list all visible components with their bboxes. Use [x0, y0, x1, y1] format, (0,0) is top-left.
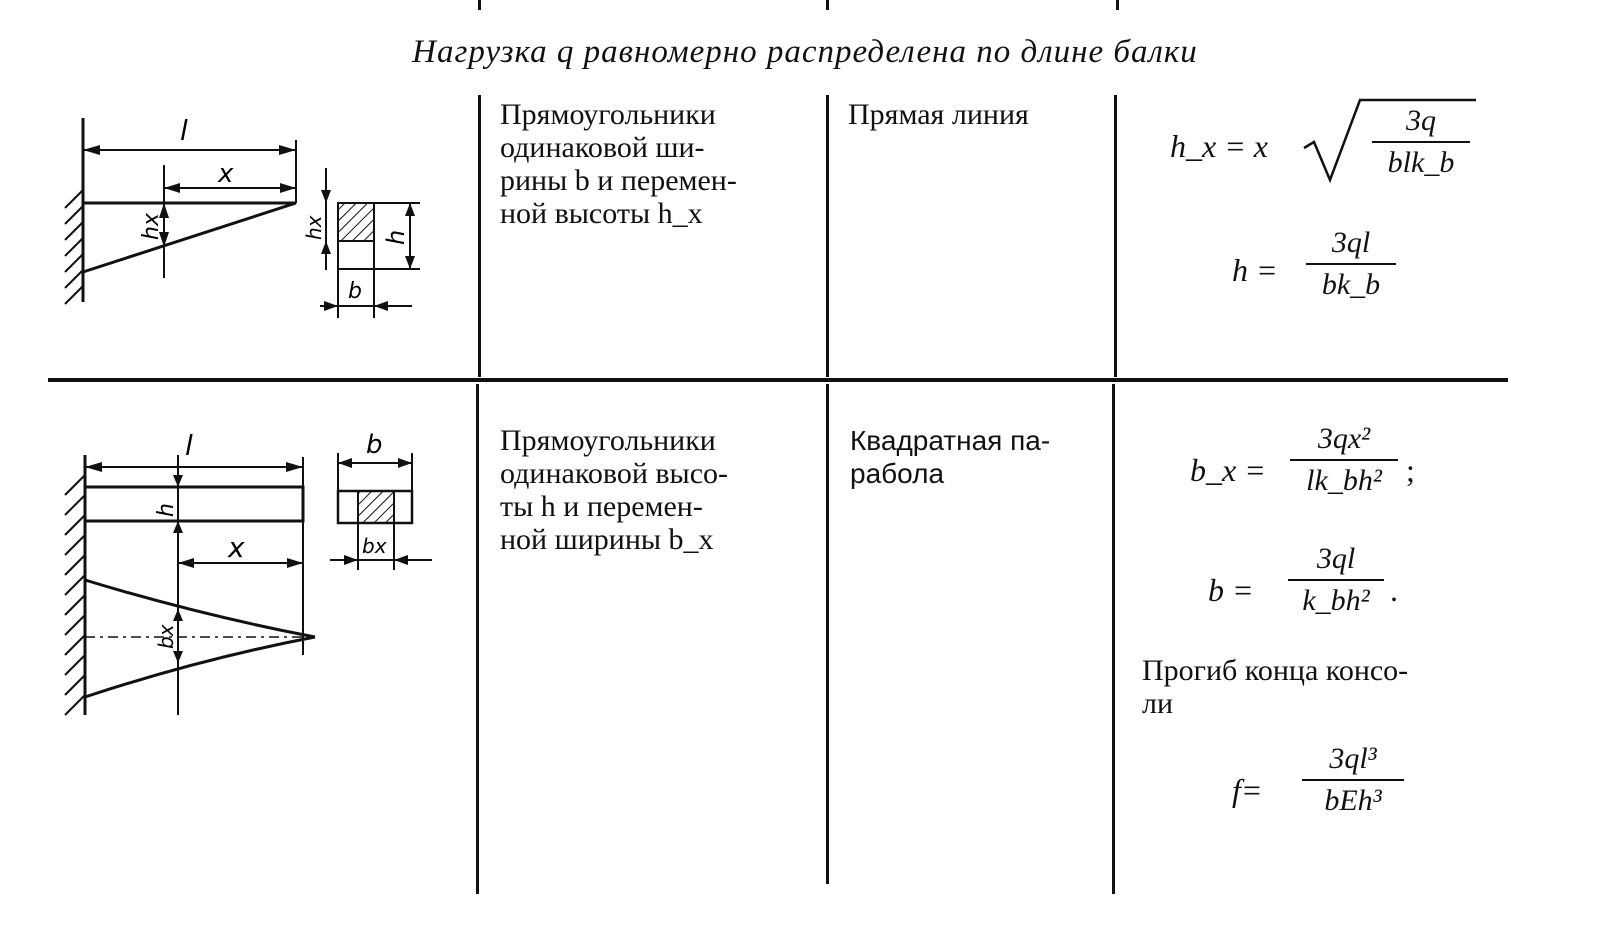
label-hx-section: hx — [302, 215, 326, 240]
section-type-1-line-2: одинаковой ши- — [500, 131, 705, 164]
label-l: l — [180, 114, 188, 147]
section-type-2-line-4: ной ширины b_x — [500, 523, 714, 556]
formula-bx-num: 3qx² — [1317, 422, 1371, 455]
formula-bx-lhs: b_x = — [1190, 452, 1266, 488]
formula-f-den: bEh³ — [1324, 784, 1382, 817]
column-divider-3b — [1112, 384, 1115, 894]
formula-b-tail: . — [1390, 572, 1398, 608]
formula-f-fraction — [1302, 742, 1404, 818]
profile-2-line-1: Квадратная па- — [850, 425, 1051, 456]
label-x: x — [218, 159, 234, 189]
section-type-2-line-1: Прямоугольники — [500, 424, 716, 457]
section-type-2 — [500, 424, 800, 556]
section-type-1-line-4: ной высоты h_x — [500, 197, 703, 230]
formula-f-num: 3ql³ — [1329, 742, 1377, 775]
label-b: b — [348, 279, 362, 304]
section-type-1-line-1: Прямоугольники — [500, 98, 716, 131]
profile-1: Прямая линия — [848, 98, 1029, 131]
section-type-1-line-3: рины b и перемен- — [500, 164, 737, 197]
row-divider — [48, 378, 1508, 382]
formula-h-den: bk_b — [1321, 268, 1381, 301]
formula-b-den: k_bh² — [1302, 584, 1370, 617]
label-h-2: h — [154, 503, 179, 517]
column-divider-1 — [478, 95, 481, 377]
formula-hx-fraction — [1372, 104, 1470, 180]
formula-bx-tail: ; — [1406, 452, 1415, 488]
deflection-note-line-1: Прогиб конца консо- — [1142, 654, 1409, 687]
formula-h-num: 3ql — [1331, 226, 1371, 259]
formula-f-lhs: f= — [1232, 772, 1263, 808]
column-divider-2b — [826, 384, 829, 884]
section-type-2-line-3: ты h и перемен- — [500, 490, 703, 523]
label-b-2: b — [366, 430, 383, 460]
formula-b-fraction — [1288, 542, 1384, 618]
top-divider-3 — [1116, 0, 1119, 10]
label-l-2: l — [185, 429, 193, 462]
formula-b-num: 3ql — [1316, 542, 1356, 575]
beam-diagram-variable-height — [40, 100, 470, 330]
profile-2-line-2: рабола — [850, 458, 945, 489]
deflection-note-line-2: ли — [1142, 687, 1174, 720]
section-type-2-line-2: одинаковой высо- — [500, 457, 729, 490]
column-divider-3 — [1114, 95, 1117, 377]
top-divider-1 — [478, 0, 481, 10]
label-x-2: x — [228, 531, 245, 564]
formula-hx-num: 3q — [1406, 104, 1436, 137]
formula-h-lhs: h = — [1232, 252, 1278, 288]
label-bx-section: bx — [362, 534, 387, 558]
formula-bx-den: lk_bh² — [1306, 464, 1382, 497]
formula-b-lhs: b = — [1208, 572, 1254, 608]
load-caption: Нагрузка q равномерно распределена по длине балки — [412, 34, 1198, 70]
label-h: h — [382, 229, 410, 245]
formula-hx-lhs: h_x = x — [1170, 128, 1268, 164]
top-divider-2 — [826, 0, 829, 10]
formula-bx-fraction — [1290, 422, 1398, 498]
section-type-1 — [500, 98, 800, 230]
label-bx: bx — [154, 624, 178, 649]
beam-diagram-variable-width — [40, 415, 460, 725]
deflection-note — [1142, 654, 1522, 720]
profile-2 — [850, 424, 1090, 490]
column-divider-1b — [476, 384, 479, 894]
label-hx: hx — [139, 213, 164, 240]
column-divider-2 — [826, 95, 829, 377]
formula-hx-den: blk_b — [1387, 146, 1455, 179]
formula-h-fraction — [1306, 226, 1396, 302]
